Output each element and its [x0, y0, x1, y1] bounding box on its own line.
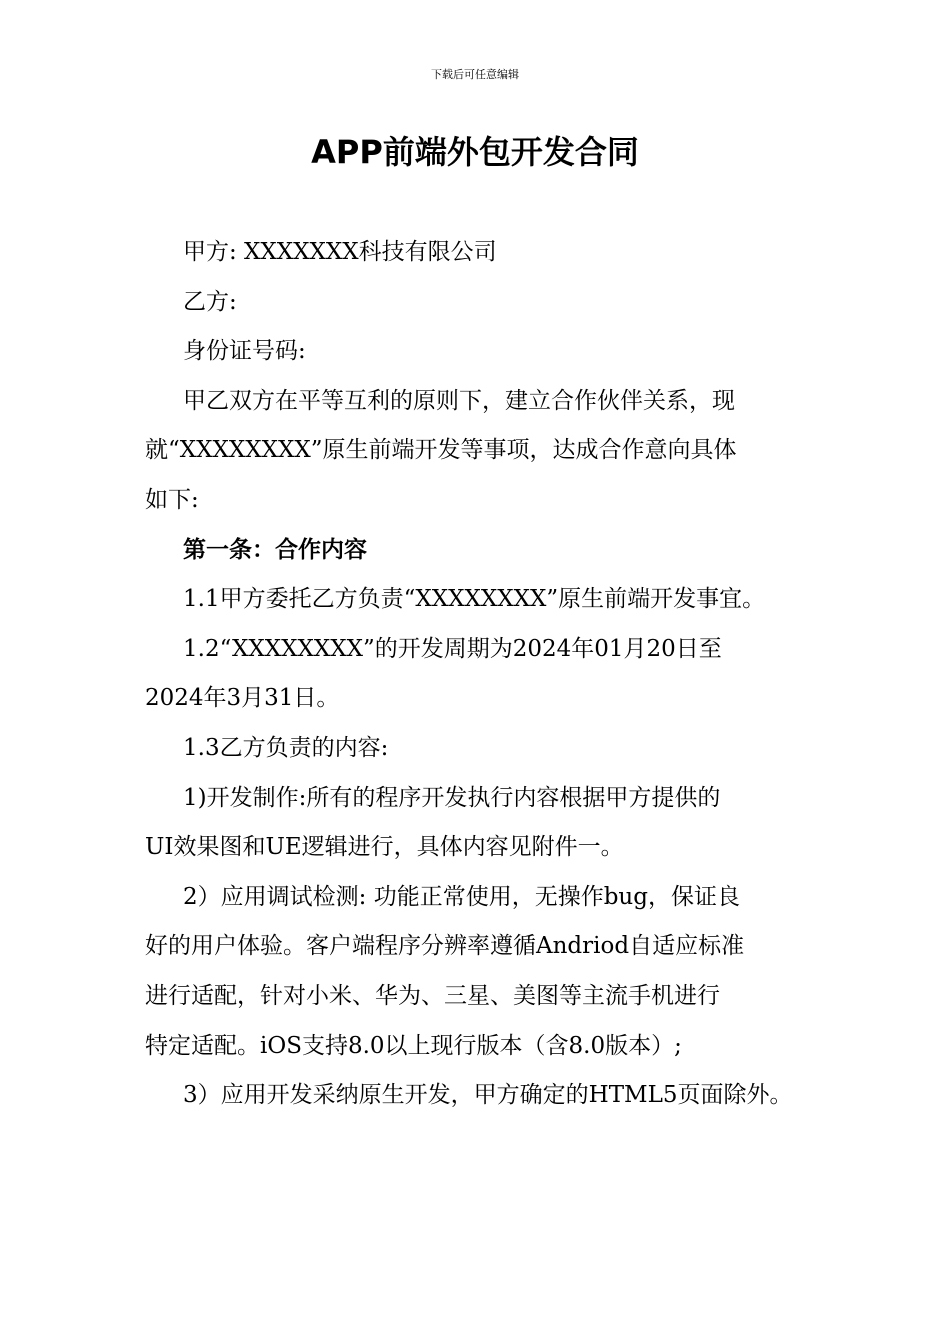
intro-paragraph-line-1: 甲乙双方在平等互利的原则下，建立合作伙伴关系，现 [183, 387, 735, 414]
intro-paragraph-line-3: 如下: [145, 486, 199, 513]
document-body [145, 228, 835, 1121]
party-b-line: 乙方: [183, 288, 237, 315]
id-number-line: 身份证号码: [183, 338, 306, 365]
party-a-line: 甲方: XXXXXXX科技有限公司 [183, 239, 497, 265]
clause-1-2-line-2: 2024年3月31日。 [145, 685, 340, 712]
clause-1-3: 1.3乙方负责的内容: [183, 734, 389, 761]
item-1-line-1: 1)开发制作:所有的程序开发执行内容根据甲方提供的 [183, 784, 721, 811]
item-2-line-1: 2）应用调试检测: 功能正常使用，无操作bug，保证良 [183, 883, 740, 910]
header-note: 下载后可任意编辑 [431, 68, 519, 81]
clause-1-2-line-1: 1.2“XXXXXXXX”的开发周期为2024年01月20日至 [183, 635, 722, 662]
intro-paragraph-line-2: 就“XXXXXXXX”原生前端开发等事项，达成合作意向具体 [145, 437, 737, 464]
clause-1-1: 1.1甲方委托乙方负责“XXXXXXXX”原生前端开发事宜。 [183, 586, 766, 613]
item-3-line-1: 3）应用开发采纳原生开发，甲方确定的HTML5页面除外。 [183, 1082, 793, 1109]
item-2-line-2: 好的用户体验。客户端程序分辨率遵循Andriod自适应标准 [145, 933, 745, 960]
article-1-heading: 第一条：合作内容 [183, 536, 367, 563]
document-title: APP前端外包开发合同 [311, 133, 639, 171]
item-2-line-4: 特定适配。iOS支持8.0以上现行版本（含8.0版本）; [145, 1032, 682, 1059]
item-2-line-3: 进行适配，针对小米、华为、三星、美图等主流手机进行 [145, 982, 720, 1009]
item-1-line-2: UI效果图和UE逻辑进行，具体内容见附件一。 [145, 834, 624, 861]
